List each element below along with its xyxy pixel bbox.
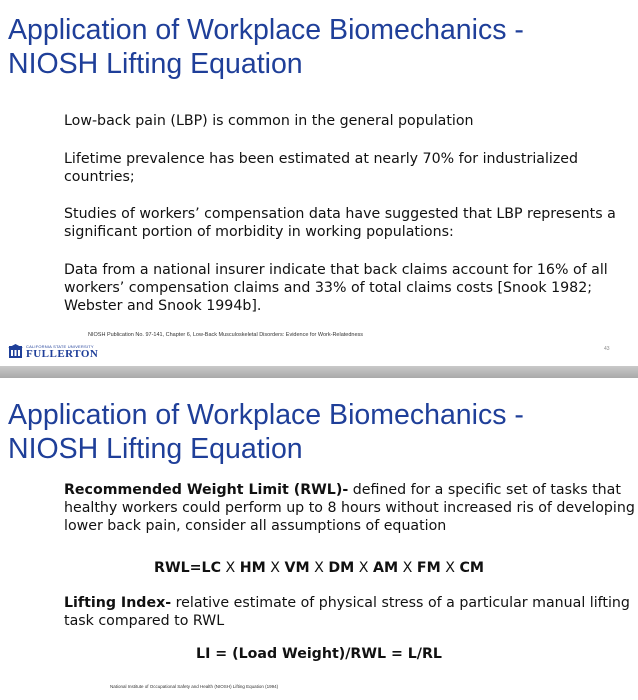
rwl-equation-part: X [309, 560, 329, 576]
paragraph-rwl-definition [64, 481, 638, 535]
slide-2-title [8, 398, 524, 466]
rwl-equation-part: HM [239, 560, 266, 576]
rwl-equation-part: RWL=LC [154, 560, 221, 576]
slide-1-citation: NIOSH Publication No. 97-141, Chapter 6, Low-Back Musculoskeletal Disorders: Evidence for Work-Relatedness [88, 332, 364, 338]
slide-2-citation: National Institute of Occupational Safety and Health (NIOSH) Lifting Equation (1994) [110, 684, 279, 689]
rwl-equation-part: X [354, 560, 374, 576]
rwl-equation-part: X [265, 560, 285, 576]
logo-campus-name: FULLERTON [26, 348, 99, 360]
slide-divider [0, 366, 638, 378]
paragraph-lifting-index [64, 594, 638, 630]
paragraph-lifetime-prevalence: Lifetime prevalence has been estimated at nearly 70% for industrialized countries; [64, 151, 579, 185]
slide-2 [0, 378, 638, 700]
rwl-equation-part: X [221, 560, 240, 576]
rwl-equation-part: X [398, 560, 417, 576]
lifting-index-description: relative estimate of physical stress of a particular manual lifting task compared to RWL [64, 595, 630, 629]
rwl-equation-part: AM [373, 560, 399, 576]
rwl-description: defined for a specific set of tasks that healthy workers could perform up to 8 hours without increased ris of developing lower back pain, consider all assumptions of equation [64, 482, 635, 534]
rwl-term: Recommended Weight Limit (RWL)- [64, 482, 349, 498]
rwl-equation-part: CM [459, 560, 484, 576]
rwl-equation [0, 559, 638, 577]
page-number: 43 [604, 346, 610, 352]
lifting-index-term: Lifting Index- [64, 595, 172, 611]
rwl-equation-part: VM [284, 560, 310, 576]
slide-1-title-line-2: NIOSH Lifting Equation [8, 48, 303, 80]
paragraph-compensation-studies: Studies of workers’ compensation data have suggested that LBP represents a significant portion of morbidity in working populations: [64, 206, 616, 240]
rwl-equation-part: DM [328, 560, 355, 576]
slide-2-title-line-2: NIOSH Lifting Equation [8, 433, 303, 465]
paragraph-lbp-common: Low-back pain (LBP) is common in the general population [64, 113, 474, 129]
paragraph-national-insurer: Data from a national insurer indicate that back claims account for 16% of all workers’ compensation claims and 33% of total claims costs [Snook 1982; Webster and Snook 1994b]. [64, 262, 608, 314]
university-seal-icon [8, 344, 23, 359]
slide-1-title-line-1: Application of Workplace Biomechanics - [8, 14, 524, 46]
university-logo [8, 343, 118, 361]
slide-1-title [8, 13, 524, 81]
logo-university-name: CALIFORNIA STATE UNIVERSITY [26, 344, 94, 349]
rwl-equation-part: X [440, 560, 460, 576]
lifting-index-equation: LI = (Load Weight)/RWL = L/RL [196, 646, 442, 662]
rwl-equation-part: FM [416, 560, 441, 576]
slide-2-title-line-1: Application of Workplace Biomechanics - [8, 399, 524, 431]
